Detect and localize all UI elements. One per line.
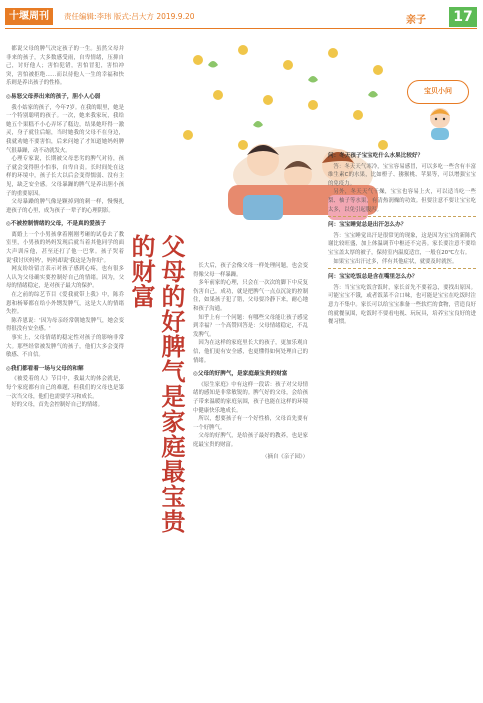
answer: 答：冬天天气寒冷，宝宝容易感冒，可以多吃一些含有丰富维生素C的水果，比如橙子、猕猴桃、苹果等，可以增强宝宝的免疫力。 (328, 163, 476, 187)
paragraph: 都说父母的脾气决定孩子的一生。虽然父母并非来的孩子，大多数感受雨，自卑情绪，压抑自己，讨好他人；害怕犯错，害怕冒犯，害怕冲突，害怕被拒绝……而以待他人一生的幸福和快乐则是养出孩子的性格。 (6, 46, 124, 87)
question: 问：冬天孩子宝宝吃什么水果比较好？ (328, 153, 424, 159)
answer: 如果宝宝出汗过多，伴有其他症状，就要及时就医。 (333, 258, 458, 265)
paragraph: 我小姑家的孩子，今年7岁。在我的眼里，她是一个特别聪明的孩子。一次，她来我家玩，我给她五个果糕不小心弄坏了糕边，结果她吓得一激灵，身子就往后缩，当时她我的父母不在身边，我就劝她不要害怕，后来问她了才知道她妈妈脾气很暴躁，动不动就发火。 (6, 104, 124, 154)
subheading: ◎易怒父母养出来的孩子，胆小人心弱 (6, 93, 101, 100)
publication-label: 十堰周刊 (5, 8, 53, 25)
question: 问：宝宝吃饭总是含在嘴里怎么办？ (328, 274, 418, 281)
paragraph: 多年前家的心理，只会在一次次的脚下中反复伤害自己。成功，就是把脾气一点点沉淀的控制住，如果孩子犯了错，父母要冷静下来，耐心地和孩子沟通。 (193, 280, 308, 312)
paragraph: 父母暴躁的脾气像是颗掉到的刺一样，慢慢扎进孩子的心里，成为孩子一辈子的心理阴影。 (6, 199, 124, 214)
baby-column-badge: 宝贝小问 (407, 80, 469, 104)
article-source: （摘自《亲子园》） (262, 454, 308, 461)
paragraph: 离婚上一个小男孩拿着刚刚考砸的试卷去了教室里，小男孩的妈妈发现后就当着其他同学的面大声训斥他，甚至还打了他一巴掌。孩子哭着说'我讨厌妈妈'，妈妈却说'我这是为你好'。 (6, 231, 124, 264)
paragraph: 网友纷纷留言表示对孩子感到心疼，也有很多人认为父母确实要控制好自己的情绪。因为，父母的情绪稳定，是对孩子最大的保护。 (6, 266, 124, 290)
baby-icon (420, 102, 460, 142)
editor-info: 责任编辑:李玮 版式:吕大方 2019.9.20 (64, 12, 195, 21)
paragraph: 在之前的综艺节目《爱我就带上我》中，陈乔恩和杨幂都在给小外甥发脾气，这是大人的情绪失控。 (6, 292, 124, 316)
subheading: ◎不被控制情绪的父母，不是真的爱孩子 (6, 221, 106, 228)
article-headline: 父母的好脾气是家庭最宝贵的财富 (127, 234, 186, 534)
answer: 答：当宝宝吃饭含饭时，家长首先不要着急，要找出原因。可能宝宝不饿，或者饭菜不合口味，也可能是宝宝在吃饭时注意力不集中。家长可以给宝宝准备一些软烂的食物，营造良好的就餐氛围，吃饭时不要看电视、玩玩具，培养宝宝良好的进餐习惯。 (328, 284, 476, 326)
page-number: 17 (449, 7, 477, 27)
subheading: ◎我们都看着一场与父母的和解 (6, 365, 84, 372)
paragraph: 知乎上有一个问题：有哪些父母能让孩子感觉到幸福？一个高赞回答是：父母情绪稳定，不乱发脾气。 (193, 314, 308, 338)
page-header (0, 0, 483, 30)
paragraph: 父母的好脾气，是给孩子最好的教养，也是家庭最宝贵的财富。 (193, 433, 308, 448)
answer: 另外，冬天天气干燥，宝宝也容易上火，可以适当吃一些梨、柚子等水果，有清热润燥的功效。但要注意不要让宝宝吃太多，以免引起腹泻。 (328, 189, 476, 213)
section-title: 亲子 (406, 15, 426, 26)
article-column-2 (193, 262, 308, 652)
paragraph: 因为在这样的家庭里长大的孩子，更加乐观自信，他们更有安全感，也更懂得如何处理自己的情绪。 (193, 340, 308, 364)
header-rule (5, 28, 477, 29)
paragraph: 陈乔恩说：'因为母亲经常朝她发脾气，她会变得很没有安全感。' (6, 317, 124, 333)
article-column-1 (6, 45, 124, 697)
question: 问：宝宝睡觉总是出汗怎么办？ (328, 222, 407, 229)
paragraph: 《被爱着的人》节目中，我最大的体会就是，每个家庭都有自己的难题，但我们的父母也是第一次当父母，他们也需要学习和成长。 (6, 376, 124, 400)
paragraph: 心理专家说，长期被父母恶劣的脾气对待，孩子就会变得胆小怕事，自卑自责。长时间处在这样的环境中，孩子长大以后会变得懦弱、没有主见，缺乏安全感。父母暴躁的脾气是养出胆小孩子的重要原因。 (6, 156, 124, 197)
paragraph: 事实上，父母情绪的稳定性对孩子的影响非常大。那些经常被发脾气的孩子，他们大多会变得敏感、不自信。 (6, 335, 124, 359)
paragraph: 《原生家庭》中有这样一段话：孩子对父母情绪的感知是非常敏锐的。脾气好的父母，会给孩子带来温暖的家庭氛围，孩子也能在这样的环境中健康快乐地成长。 (193, 381, 308, 414)
divider (328, 216, 476, 217)
paragraph: 所以，想要孩子有一个好性格，父母首先要有一个好脾气。 (193, 416, 308, 431)
divider (328, 268, 476, 269)
qa-column (328, 148, 476, 698)
paragraph: 好的父母，首先会控制好自己的情绪。 (11, 402, 104, 409)
paragraph: 长大后，孩子会像父母一样处理问题，也会变得像父母一样暴躁。 (193, 263, 308, 278)
subheading: ◎父母的好脾气，是家庭最宝贵的财富 (193, 371, 288, 378)
answer: 答：宝宝睡觉出汗是很常见的现象，这是因为宝宝的新陈代谢比较旺盛，加上体温调节中枢还不完善。家长要注意不要给宝宝盖太厚的被子，保持室内温度适宜，一般在20℃左右。 (328, 232, 476, 256)
